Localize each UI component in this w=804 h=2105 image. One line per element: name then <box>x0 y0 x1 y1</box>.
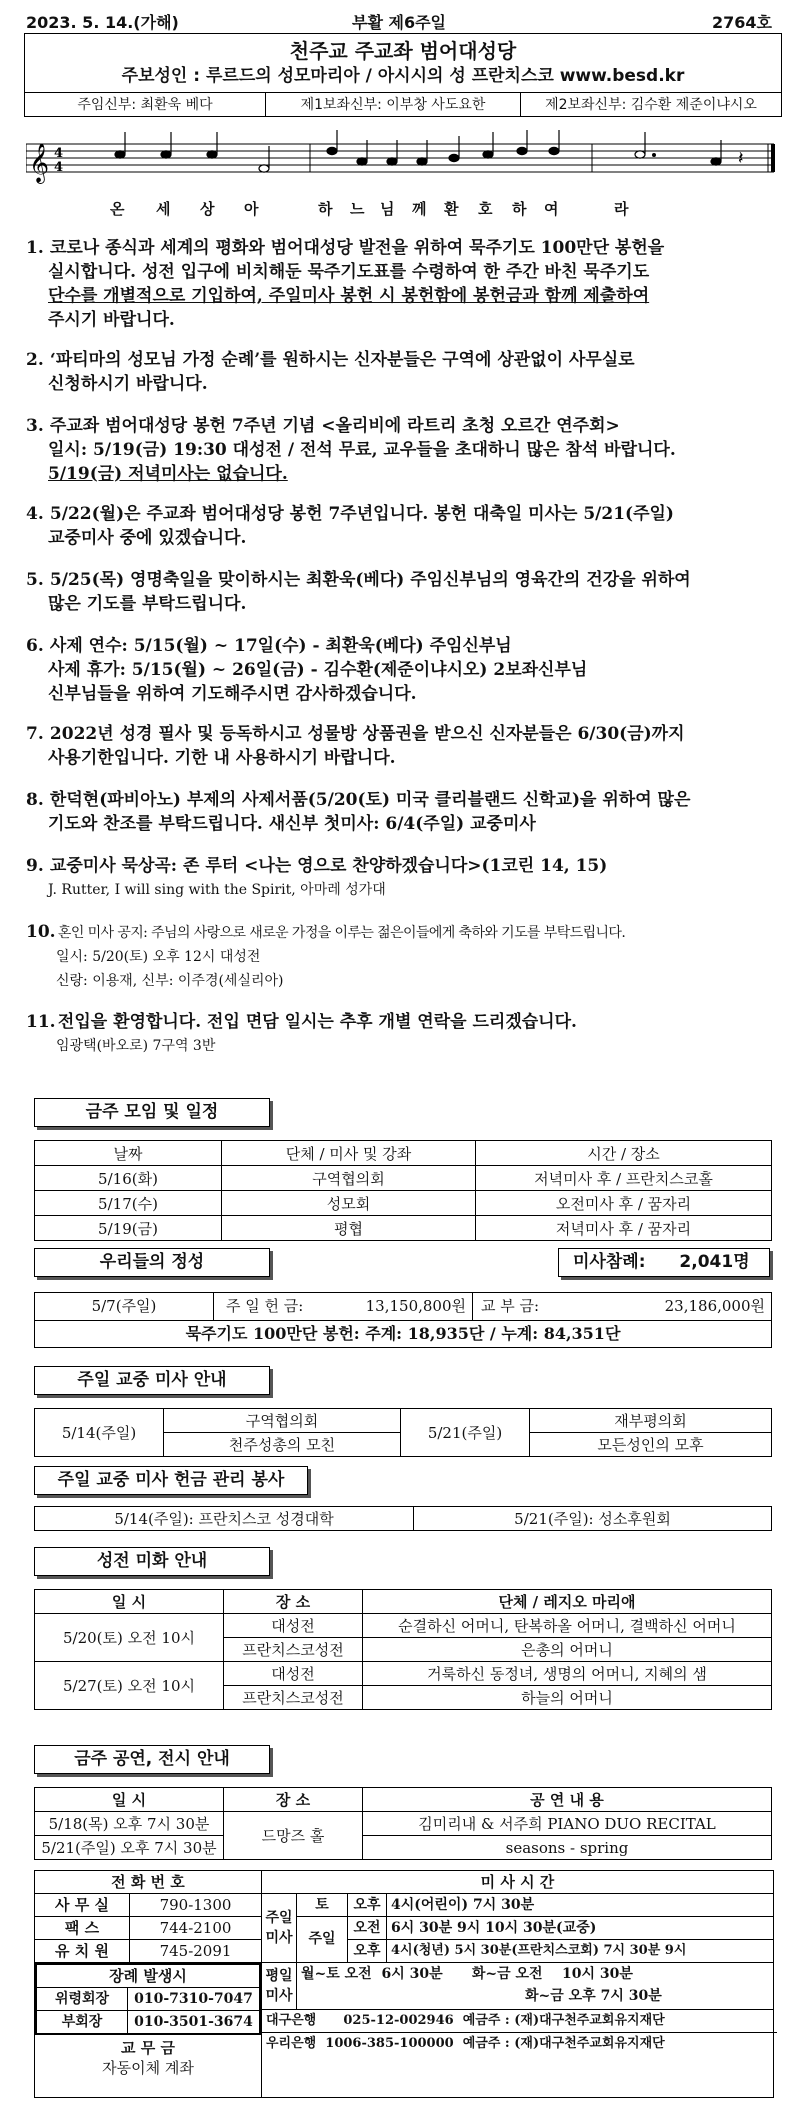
bulletin-date: 2023. 5. 14.(가해) <box>26 13 179 32</box>
lyric-syllable: 아 <box>244 200 259 218</box>
performance-title: 금주 공연, 전시 안내 <box>34 1745 270 1774</box>
table-row: 5/19(금) 평협 저녁미사 후 / 꿈자리 <box>35 1216 772 1241</box>
notice-7: 7. 2022년 성경 필사 및 등독하시고 성물방 상품권을 받으신 신자분들은 6/30(금)까지 사용기한입니다. 기한 내 사용하시기 바랍니다. <box>26 724 685 768</box>
patron-line: 주보성인 : 루르드의 성모마리아 / 아시시의 성 프란치스코 www.besd.kr <box>121 66 685 86</box>
decoration-table: 일 시 장 소 단체 / 레지오 마리애 5/20(토) 오전 10시 대성전 순결하신 어머니, 탄복하올 어머니, 결백하신 어머니 프란치스코성전 은총의 어머니 5/27(토) 오전 10시 대성전 거룩하신 동정녀, 생명의 어머니, 지혜의 샘 프란치스코성전 하늘의 어머니 <box>34 1589 772 1710</box>
music-staff <box>26 130 778 186</box>
lyric-syllable: 께 <box>412 200 427 218</box>
notice-8: 8. 한덕현(파비아노) 부제의 사제서품(5/20(토) 미국 클리블랜드 신학교)을 위하여 많은 기도와 찬조를 부탁드립니다. 새신부 첫미사: 6/4(주일) 교중미사 <box>26 790 691 834</box>
svg-text:4: 4 <box>54 160 64 175</box>
offering-table <box>34 1292 772 1348</box>
lyrics <box>0 198 804 220</box>
notice-3: 3. 주교좌 범어대성당 봉헌 7주년 기념 <올리비에 라트리 초청 오르간 연주회> 일시: 5/19(금) 19:30 대성전 / 전석 무료, 교우들을 초대하니 많은 참석 바랍니다. 5/19(금) 저녁미사는 없습니다. <box>26 416 676 484</box>
decoration-title: 성전 미화 안내 <box>34 1547 270 1576</box>
mass-times-title: 미 사 시 간 <box>262 1871 773 1894</box>
lyric-syllable: 호 <box>478 200 493 218</box>
contact-row: 팩 스 744-2100 <box>35 1917 261 1940</box>
schedule-header: 시간 / 장소 <box>476 1141 772 1166</box>
lyric-syllable: 여 <box>544 200 559 218</box>
schedule-header: 날짜 <box>35 1141 222 1166</box>
offering-service-table: 5/14(주일): 프란치스코 성경대학 5/21(주일): 성소후원회 <box>34 1506 772 1531</box>
lyric-syllable: 하 <box>318 200 333 218</box>
assistant-priest-2: 제2보좌신부: 김수환 제준이냐시오 <box>545 97 757 113</box>
mass-guide-table: 5/14(주일) 구역협의회 5/21(주일) 재부평의회 천주성총의 모친 모든성인의 모후 <box>34 1408 772 1457</box>
schedule-table <box>34 1140 772 1241</box>
notice-9: 9. 교중미사 묵상곡: 존 루터 <나는 영으로 찬양하겠습니다>(1코린 14, 15) J. Rutter, I will sing with the Spirit, 아마레 성가대 <box>26 856 608 898</box>
sunday-am-row: 오전 6시 30분 9시 10시 30분(교중) <box>348 1917 773 1940</box>
contact-row: 사 무 실 790-1300 <box>35 1894 261 1917</box>
mass-guide-title: 주일 교중 미사 안내 <box>34 1366 270 1395</box>
attendance-box: 미사참례: 2,041명 <box>558 1248 770 1277</box>
notice-2: 2. ‘파티마의 성모님 가정 순례’를 원하시는 신자분들은 구역에 상관없이 사무실로 신청하시기 바랍니다. <box>26 350 635 394</box>
lyric-syllable: 온 <box>110 200 125 218</box>
clergy-row <box>25 92 781 117</box>
table-row: 5/20(토) 오전 10시 대성전 순결하신 어머니, 탄복하올 어머니, 결백하신 어머니 <box>35 1614 772 1638</box>
mass-times <box>262 1871 773 2097</box>
rest-icon: 𝄽 <box>738 148 744 169</box>
svg-text:4: 4 <box>54 146 64 161</box>
notice-6: 6. 사제 연수: 5/15(월) ~ 17일(수) - 최환욱(베다) 주임신부님 사제 휴가: 5/15(월) ~ 26일(금) - 김수환(제준이냐시오) 2보좌신부님 신부님들을 위하여 기도해주시면 감사하겠습니다. <box>26 636 588 704</box>
sunday-pm-row: 오후 4시(청년) 5시 30분(프란치스코회) 7시 30분 9시 <box>348 1940 773 1963</box>
bank-account-2: 우리은행 1006-385-100000 예금주 : (재)대구천주교회유지재단 <box>266 2036 665 2051</box>
schedule-title: 금주 모임 및 일정 <box>34 1098 270 1127</box>
contact-row: 유 치 원 745-2091 <box>35 1940 261 1963</box>
contacts: 전 화 번 호 사 무 실 790-1300 팩 스 744-2100 유 치 원 745-2091 장례 발생시 위령회장 010-7310-7047 부회장 010-3501-3674 교 무 금 자동이체 계좌 <box>35 1871 262 2097</box>
offering-service-title: 주일 교중 미사 헌금 관리 봉사 <box>34 1466 308 1495</box>
bank-account-1: 대구은행 025-12-002946 예금주 : (재)대구천주교회유지재단 <box>262 2010 777 2033</box>
table-row: 프란치스코성전 하늘의 어머니 <box>35 1686 772 1710</box>
treble-clef-icon: 𝄞 <box>29 143 50 183</box>
notice-4: 4. 5/22(월)은 주교좌 범어대성당 봉헌 7주년입니다. 봉헌 대축일 미사는 5/21(주일) 교중미사 중에 있겠습니다. <box>26 504 674 548</box>
lyric-syllable: 라 <box>614 200 629 218</box>
sunday-mass-label: 주일 미사 <box>262 1894 297 1963</box>
notice-5: 5. 5/25(목) 영명축일을 맞이하시는 최환욱(베다) 주임신부님의 영육간의 건강을 위하여 많은 기도를 부탁드립니다. <box>26 570 691 614</box>
sunday-label: 주일 <box>297 1917 348 1963</box>
lyric-syllable: 느 <box>350 200 365 218</box>
liturgical-week: 부활 제6주일 <box>352 13 446 32</box>
assistant-priest-1: 제1보좌신부: 이부창 사도요한 <box>266 93 521 117</box>
table-row: 5/18(목) 오후 7시 30분 드망즈 홀 김미리내 & 서주희 PIANO DUO RECITAL <box>35 1812 772 1836</box>
contact-row: 위령회장 010-7310-7047 <box>37 1988 259 2011</box>
notice-10: 10. 혼인 미사 공지: 주님의 사랑으로 새로운 가정을 이루는 젊은이들에게 축하와 기도를 부탁드립니다. 일시: 5/20(토) 오후 12시 대성전 신랑: 이용재, 신부: 이주경(세실리아) <box>26 922 626 989</box>
pastor: 주임신부: 최환욱 베다 <box>25 93 266 117</box>
weekday-mass-label: 평일 미사 <box>262 1963 297 2010</box>
contacts-title: 전 화 번 호 <box>35 1871 261 1894</box>
weekday-times: 월~토 오전 6시 30분 화~금 오전 10시 30분 화~금 오후 7시 30분 <box>297 1963 773 2010</box>
lyric-syllable: 세 <box>156 200 171 218</box>
contact-row: 부회장 010-3501-3674 <box>37 2011 259 2033</box>
notice-1: 1. 코로나 종식과 세계의 평화와 범어대성당 발전을 위하여 묵주기도 100만단 봉헌을 실시합니다. 성전 입구에 비치해둔 묵주기도표를 수령하여 한 주간 바친 묵주기도 단수를 개별적으로 기입하여, 주일미사 봉헌 시 봉헌함에 봉헌금과 함께 제출하여 주시기 바랍니다. <box>26 238 665 330</box>
lyric-syllable: 환 <box>444 200 459 218</box>
saturday-row: 토 오후 4시(어린이) 7시 30분 <box>297 1894 773 1917</box>
table-row: 5/21(주일) 오후 7시 30분 seasons - spring <box>35 1836 772 1860</box>
table-row: 5/16(화) 구역협의회 저녁미사 후 / 프란치스코홀 <box>35 1166 772 1191</box>
lyric-syllable: 하 <box>512 200 527 218</box>
schedule-header: 단체 / 미사 및 강좌 <box>222 1141 476 1166</box>
offering-row: 5/7(주일) 주 일 헌 금: 13,150,800원 교 부 금: 23,186,000원 <box>35 1293 771 1321</box>
table-row: 5/17(수) 성모회 오전미사 후 / 꿈자리 <box>35 1191 772 1216</box>
funeral-box: 장례 발생시 위령회장 010-7310-7047 부회장 010-3501-3674 <box>35 1963 261 2035</box>
church-name: 천주교 주교좌 범어대성당 <box>289 39 517 63</box>
header-box <box>24 33 782 117</box>
notice-11: 11. 전입을 환영합니다. 전입 면담 일시는 추후 개별 연락을 드리겠습니다. 임광택(바오로) 7구역 3반 <box>26 1012 577 1054</box>
table-row: 프란치스코성전 은총의 어머니 <box>35 1638 772 1662</box>
table-row: 5/27(토) 오전 10시 대성전 거룩하신 동정녀, 생명의 어머니, 지혜의 샘 <box>35 1662 772 1686</box>
info-box <box>34 1870 774 2098</box>
offering-title: 우리들의 정성 <box>34 1248 270 1277</box>
lyric-syllable: 상 <box>200 200 215 218</box>
rosary-count: 묵주기도 100만단 봉헌: 주계: 18,935단 / 누계: 84,351단 <box>185 1324 621 1343</box>
lyric-syllable: 님 <box>380 200 395 218</box>
issue-number: 2764호 <box>712 13 772 32</box>
performance-table: 일 시 장 소 공 연 내 용 5/18(목) 오후 7시 30분 드망즈 홀 김미리내 & 서주희 PIANO DUO RECITAL 5/21(주일) 오후 7시 30분 seasons - spring <box>34 1787 772 1860</box>
